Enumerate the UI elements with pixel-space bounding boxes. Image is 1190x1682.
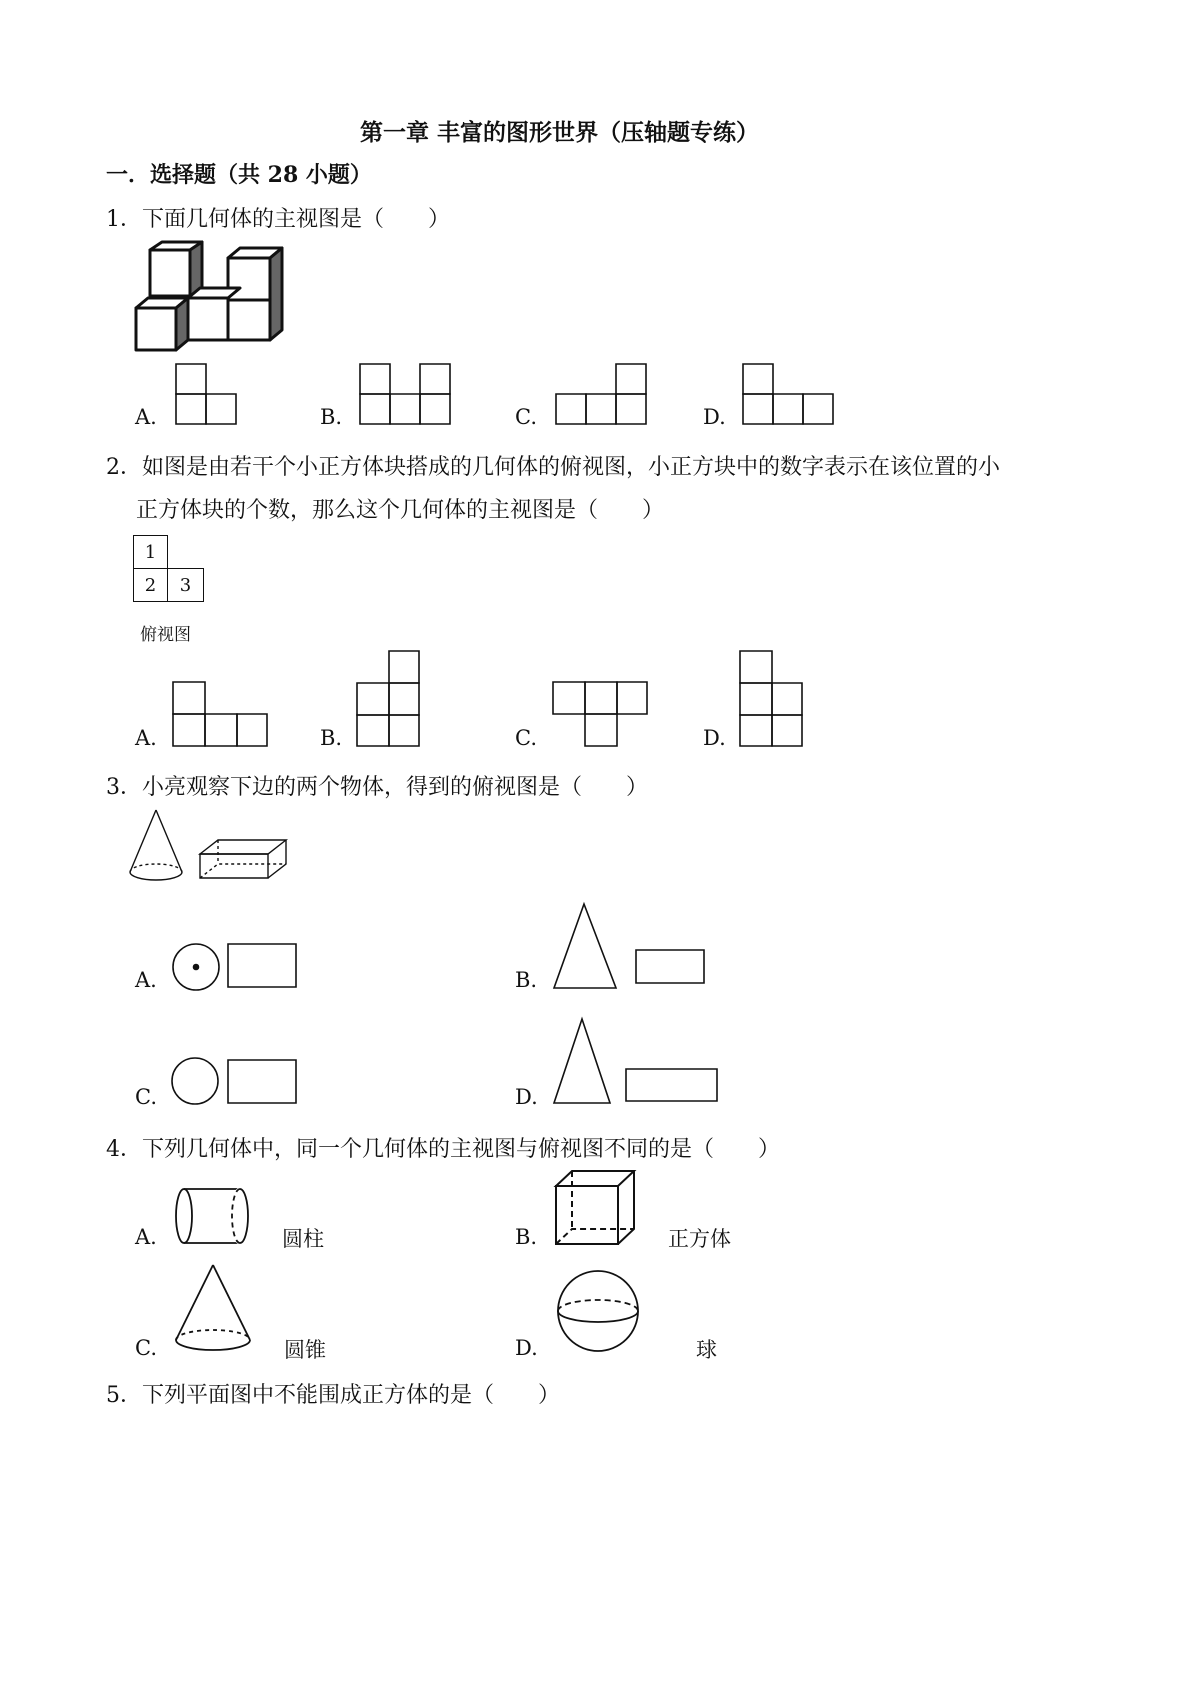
question-2-text-line2: 正方体块的个数，那么这个几何体的主视图是（ ） [136, 498, 665, 523]
q2-grid-number-1: 1 [144, 542, 157, 563]
q4-option-d[interactable]: D. [515, 1336, 538, 1360]
q4-sphere-figure[interactable] [555, 1268, 641, 1354]
q2-option-a-figure[interactable] [172, 681, 270, 749]
q2-option-c[interactable]: C. [515, 726, 537, 750]
q2-grid-cell-2 [133, 568, 168, 602]
q3-option-b-figure[interactable] [550, 902, 710, 992]
q3-option-c[interactable]: C. [135, 1085, 157, 1109]
q3-option-a[interactable]: A. [135, 968, 157, 992]
section-heading: 一．选择题（共 28 小题） [106, 162, 372, 188]
q4-option-c[interactable]: C. [135, 1336, 157, 1360]
q1-solid-figure [130, 240, 290, 355]
q1-option-d-figure[interactable] [742, 363, 836, 427]
q2-option-b-figure[interactable] [356, 650, 422, 748]
q1-option-c-figure[interactable] [555, 363, 649, 427]
q4-shape-name-cone: 圆锥 [284, 1338, 326, 1362]
q4-cube-figure[interactable] [552, 1168, 638, 1248]
q2-option-a[interactable]: A. [135, 726, 157, 750]
q3-option-a-figure[interactable] [170, 940, 302, 994]
q3-option-c-figure[interactable] [170, 1056, 302, 1110]
q2-grid-number-2: 2 [144, 575, 157, 596]
q2-option-d[interactable]: D. [703, 726, 726, 750]
q4-option-b[interactable]: B. [515, 1225, 538, 1249]
q2-grid-number-3: 3 [179, 575, 192, 596]
q2-option-d-figure[interactable] [739, 650, 805, 748]
q4-shape-name-cube: 正方体 [668, 1227, 731, 1251]
question-5-text: 5．下列平面图中不能围成正方体的是（ ） [106, 1383, 560, 1408]
q1-option-b-figure[interactable] [359, 363, 453, 427]
question-4-text: 4．下列几何体中，同一个几何体的主视图与俯视图不同的是（ ） [106, 1137, 780, 1162]
q2-option-c-figure[interactable] [552, 681, 650, 749]
q3-box-figure [196, 836, 290, 882]
q2-grid-cell-1 [133, 535, 168, 569]
q1-option-d[interactable]: D. [703, 405, 726, 429]
q3-option-d-figure[interactable] [550, 1017, 722, 1107]
q4-shape-name-cylinder: 圆柱 [282, 1227, 324, 1251]
q1-option-b[interactable]: B. [320, 405, 343, 429]
q3-option-d[interactable]: D. [515, 1085, 538, 1109]
q4-shape-name-sphere: 球 [696, 1338, 717, 1362]
q4-option-a[interactable]: A. [135, 1225, 157, 1249]
q2-grid-cell-3 [167, 568, 204, 602]
q3-option-b[interactable]: B. [515, 968, 538, 992]
page-title: 第一章 丰富的图形世界（压轴题专练） [360, 119, 760, 146]
question-1-text: 1．下面几何体的主视图是（ ） [106, 207, 450, 232]
q2-option-b[interactable]: B. [320, 726, 343, 750]
q1-option-a-figure[interactable] [175, 363, 239, 427]
q4-cylinder-figure[interactable] [172, 1186, 254, 1248]
q3-cone-figure [126, 808, 186, 886]
q2-top-view-grid [133, 535, 208, 605]
question-3-text: 3．小亮观察下边的两个物体，得到的俯视图是（ ） [106, 775, 648, 800]
q1-option-a[interactable]: A. [135, 405, 157, 429]
q2-caption: 俯视图 [140, 625, 191, 645]
q4-cone-figure[interactable] [172, 1262, 254, 1356]
question-2-text-line1: 2．如图是由若干个小正方体块搭成的几何体的俯视图，小正方块中的数字表示在该位置的小 [106, 455, 1001, 480]
q1-option-c[interactable]: C. [515, 405, 537, 429]
